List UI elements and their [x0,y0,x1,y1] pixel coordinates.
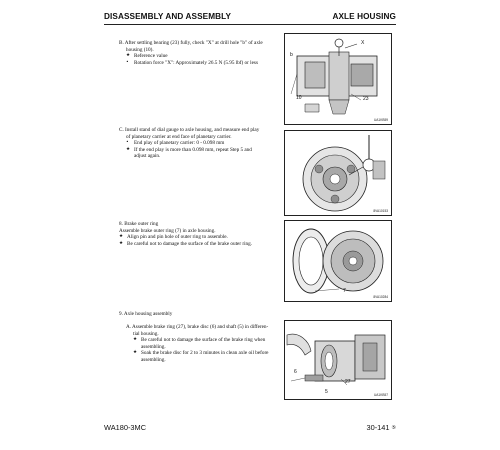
bullet-star: ★ [126,53,131,59]
step-9a-bullet-2-cont: assembling. [141,357,166,363]
header-rule [104,24,396,25]
figure-axle-housing-assembly [284,320,392,400]
step-b-bullet-2: Rotation force "X": Approximately 26.5 N (5.95 lbf) or less [134,59,258,66]
step-b-line-2: housing (10). [126,46,154,53]
callout-x: X [361,40,365,46]
step-c-bullet-2-cont: adjust again. [134,153,161,160]
bullet-star: ★ [126,146,131,152]
bullet-dot: • [126,59,129,65]
figure-brake-outer-ring [284,220,392,302]
bullet-star: ★ [119,234,124,240]
step-8-bullet-2: Be careful not to damage the surface of the brake outer ring. [127,240,253,247]
bullet-dot: • [126,140,129,146]
footer-page-number: 30-141 [366,423,390,432]
step-b-line-1: B. After settling bearing (23) fully, check "X" at drill hole "b" of axle [119,40,263,46]
brake-outer-ring-illustration [285,221,391,301]
step-9a-bullet-1-cont: assembling. [141,343,166,350]
callout-23: 23 [363,96,369,102]
figure-dial-gauge [284,130,392,216]
figure-code: UA1KB57 [374,393,388,397]
footer-model: WA180-3MC [104,423,147,432]
axle-housing-assembly-illustration [285,321,391,399]
step-b-bullet-1: Reference value [134,53,168,60]
step-8-heading: 8. Brake outer ring [119,221,159,227]
footer-page [367,423,397,432]
step-8-line-2: Assemble brake outer ring (7) in axle housing. [119,227,216,234]
callout-b: b [290,52,293,58]
step-c-line-1: C. Install stand of dial gauge to axle housing, and measure end play [119,127,260,133]
revision-mark-icon: ⑤ [391,425,396,431]
step-9a-bullet-1: Be careful not to damage the surface of the brake ring when [141,337,266,344]
step-c-bullet-2: If the end play is more than 0.098 mm, repeat Step 5 and [134,146,252,153]
step-c-line-2: of planetary carrier at end face of planetary carrier. [126,133,232,140]
step-9-heading: 9. Axle housing assembly [119,311,173,317]
figure-bearing-check [284,33,392,125]
header-section-title: DISASSEMBLY AND ASSEMBLY [104,12,232,21]
page-header [104,12,396,24]
callout-7: 7 [343,288,346,294]
bearing-housing-illustration [285,34,391,124]
bullet-star: ★ [119,240,124,246]
callout-27: 27 [345,379,351,385]
step-9a-line-2: tial housing. [133,330,159,337]
figure-code: UA1KB59 [374,118,388,122]
bullet-star: ★ [133,337,138,343]
header-component-title: AXLE HOUSING [332,12,396,21]
step-8-bullet-1: Align pin and pin hole of outer ring to assemble. [127,234,228,241]
callout-10: 10 [296,95,302,101]
figure-code: 8VA10153 [373,209,388,213]
step-9a-line-1: A. Assemble brake ring (27), brake disc (6) and shaft (5) in differen- [126,324,269,330]
callout-5: 5 [325,389,328,395]
figure-code: 8VA10284 [373,295,388,299]
step-c-bullet-1: End play of planetary carrier: 0 - 0.098 mm [134,140,225,147]
bullet-star: ★ [133,350,138,356]
planetary-carrier-illustration [285,131,391,215]
step-9a-bullet-2: Soak the brake disc for 2 to 3 minutes in clean axle oil before [141,350,269,357]
callout-6: 6 [294,369,297,375]
